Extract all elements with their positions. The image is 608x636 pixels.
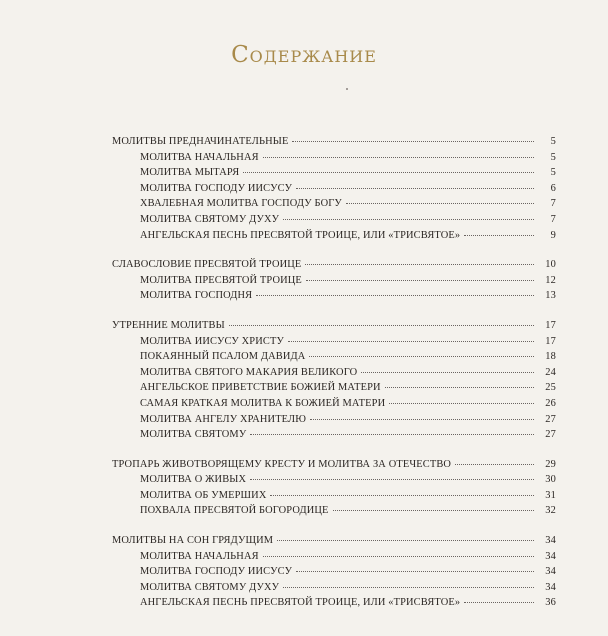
toc-subentry[interactable] bbox=[112, 275, 556, 291]
toc-page-number: 27 bbox=[545, 413, 556, 425]
dot-leader bbox=[288, 341, 534, 342]
dot-leader bbox=[296, 188, 534, 189]
toc-page-number: 7 bbox=[550, 213, 556, 225]
toc-section bbox=[112, 136, 556, 245]
toc-page-number: 30 bbox=[545, 474, 556, 486]
toc-entry-title: ХВАЛЕБНАЯ МОЛИТВА ГОСПОДУ БОГУ bbox=[140, 198, 342, 210]
toc-entry-title: САМАЯ КРАТКАЯ МОЛИТВА К БОЖИЕЙ МАТЕРИ bbox=[140, 397, 386, 409]
toc-page-number: 27 bbox=[545, 429, 556, 441]
toc-page-number: 5 bbox=[550, 136, 556, 147]
toc-subentry[interactable] bbox=[112, 351, 556, 367]
toc-subentry[interactable] bbox=[112, 474, 556, 490]
toc-subentry[interactable] bbox=[112, 214, 556, 230]
dot-leader bbox=[283, 219, 534, 220]
dot-leader bbox=[263, 556, 534, 557]
toc-page-number: 26 bbox=[545, 397, 556, 409]
toc-entry-title: ПОКАЯННЫЙ ПСАЛОМ ДАВИДА bbox=[140, 351, 306, 363]
toc-page-number: 17 bbox=[545, 335, 556, 347]
toc-page-number: 9 bbox=[550, 229, 556, 241]
toc-entry-title: МОЛИТВА АНГЕЛУ ХРАНИТЕЛЮ bbox=[140, 413, 307, 425]
toc-page-number: 34 bbox=[545, 550, 556, 562]
toc-entry[interactable] bbox=[112, 136, 556, 152]
toc-entry-title: АНГЕЛЬСКОЕ ПРИВЕТСТВИЕ БОЖИЕЙ МАТЕРИ bbox=[140, 382, 381, 394]
toc-entry-title: МОЛИТВА ГОСПОДУ ИИСУСУ bbox=[140, 566, 293, 578]
toc-entry-title: МОЛИТВА СВЯТОМУ ДУХУ bbox=[140, 213, 280, 225]
dot-leader bbox=[283, 587, 534, 588]
dot-leader bbox=[389, 403, 534, 404]
toc-subentry[interactable] bbox=[112, 582, 556, 598]
toc-entry[interactable] bbox=[112, 459, 556, 475]
dot-leader bbox=[263, 157, 534, 158]
dot-leader bbox=[346, 203, 534, 204]
toc-entry-title: МОЛИТВА МЫТАРЯ bbox=[140, 167, 240, 179]
toc-entry-title: ПОХВАЛА ПРЕСВЯТОЙ БОГОРОДИЦЕ bbox=[140, 505, 329, 517]
toc-page-number: 32 bbox=[545, 505, 556, 517]
toc-subentry[interactable] bbox=[112, 382, 556, 398]
toc-page-number: 25 bbox=[545, 382, 556, 394]
toc-subentry[interactable] bbox=[112, 290, 556, 306]
toc-entry-title: МОЛИТВЫ ПРЕДНАЧИНАТЕЛЬНЫЕ bbox=[112, 136, 289, 147]
toc-page-number: 31 bbox=[545, 489, 556, 501]
dot-leader bbox=[385, 387, 534, 388]
toc-page-number: 36 bbox=[545, 597, 556, 609]
dot-leader bbox=[305, 264, 534, 265]
toc-subentry[interactable] bbox=[112, 398, 556, 414]
toc-page-number: 29 bbox=[545, 458, 556, 470]
toc-page-number: 13 bbox=[545, 290, 556, 302]
table-of-contents bbox=[112, 136, 556, 627]
page-title: Содержание bbox=[231, 42, 377, 68]
dot-leader bbox=[309, 356, 534, 357]
toc-entry-title: УТРЕННИЕ МОЛИТВЫ bbox=[112, 319, 225, 331]
toc-subentry[interactable] bbox=[112, 490, 556, 506]
dot-leader bbox=[250, 434, 534, 435]
toc-entry[interactable] bbox=[112, 535, 556, 551]
dot-leader bbox=[270, 495, 534, 496]
toc-subentry[interactable] bbox=[112, 230, 556, 246]
toc-section bbox=[112, 259, 556, 306]
dot-leader bbox=[361, 372, 534, 373]
toc-page-number: 5 bbox=[550, 151, 556, 163]
dot-leader bbox=[296, 571, 534, 572]
toc-entry-title: МОЛИТВА ГОСПОДНЯ bbox=[140, 290, 253, 302]
toc-page-number: 34 bbox=[545, 581, 556, 593]
dot-leader bbox=[333, 510, 534, 511]
toc-entry-title: МОЛИТВА СВЯТОГО МАКАРИЯ ВЕЛИКОГО bbox=[140, 366, 358, 378]
toc-section bbox=[112, 459, 556, 521]
toc-subentry[interactable] bbox=[112, 414, 556, 430]
toc-page-number: 6 bbox=[550, 182, 556, 194]
toc-entry-title: МОЛИТВА СВЯТОМУ ДУХУ bbox=[140, 581, 280, 593]
toc-page-number: 7 bbox=[550, 198, 556, 210]
dot-leader bbox=[464, 602, 534, 603]
toc-subentry[interactable] bbox=[112, 566, 556, 582]
toc-subentry[interactable] bbox=[112, 183, 556, 199]
toc-entry-title: МОЛИТВА ПРЕСВЯТОЙ ТРОИЦЕ bbox=[140, 274, 302, 286]
toc-entry-title: АНГЕЛЬСКАЯ ПЕСНЬ ПРЕСВЯТОЙ ТРОИЦЕ, ИЛИ «ТРИСВЯТОЕ» bbox=[140, 229, 461, 241]
toc-subentry[interactable] bbox=[112, 198, 556, 214]
toc-page-number: 12 bbox=[545, 274, 556, 286]
toc-entry-title: МОЛИТВА ИИСУСУ ХРИСТУ bbox=[140, 335, 284, 347]
dot-leader bbox=[310, 419, 534, 420]
toc-subentry[interactable] bbox=[112, 505, 556, 521]
toc-entry-title: МОЛИТВА НАЧАЛЬНАЯ bbox=[140, 550, 259, 562]
toc-section bbox=[112, 320, 556, 445]
dot-leader bbox=[250, 479, 534, 480]
toc-page-number: 34 bbox=[545, 566, 556, 578]
toc-entry-title: МОЛИТВА НАЧАЛЬНАЯ bbox=[140, 151, 259, 163]
decorative-dot bbox=[346, 88, 348, 90]
dot-leader bbox=[277, 540, 534, 541]
toc-entry-title: МОЛИТВЫ НА СОН ГРЯДУЩИМ bbox=[112, 535, 274, 547]
toc-section bbox=[112, 535, 556, 613]
toc-subentry[interactable] bbox=[112, 367, 556, 383]
toc-entry-title: МОЛИТВА ОБ УМЕРШИХ bbox=[140, 489, 267, 501]
toc-entry-title: АНГЕЛЬСКАЯ ПЕСНЬ ПРЕСВЯТОЙ ТРОИЦЕ, ИЛИ «ТРИСВЯТОЕ» bbox=[140, 597, 461, 609]
toc-page-number: 24 bbox=[545, 366, 556, 378]
toc-entry-title: ТРОПАРЬ ЖИВОТВОРЯЩЕМУ КРЕСТУ И МОЛИТВА ЗА ОТЕЧЕСТВО bbox=[112, 458, 452, 470]
dot-leader bbox=[292, 141, 534, 142]
toc-page-number: 18 bbox=[545, 351, 556, 363]
toc-entry[interactable] bbox=[112, 320, 556, 336]
toc-page-number: 34 bbox=[545, 535, 556, 547]
toc-page-number: 10 bbox=[545, 259, 556, 271]
dot-leader bbox=[464, 235, 534, 236]
dot-leader bbox=[229, 325, 534, 326]
toc-entry-title: СЛАВОСЛОВИЕ ПРЕСВЯТОЙ ТРОИЦЕ bbox=[112, 259, 302, 271]
toc-entry-title: МОЛИТВА О ЖИВЫХ bbox=[140, 474, 247, 486]
toc-subentry[interactable] bbox=[112, 152, 556, 168]
toc-entry[interactable] bbox=[112, 259, 556, 275]
toc-entry-title: МОЛИТВА СВЯТОМУ bbox=[140, 429, 247, 441]
toc-entry-title: МОЛИТВА ГОСПОДУ ИИСУСУ bbox=[140, 182, 293, 194]
toc-page-number: 17 bbox=[545, 319, 556, 331]
dot-leader bbox=[306, 280, 534, 281]
toc-page-number: 5 bbox=[550, 167, 556, 179]
toc-subentry[interactable] bbox=[112, 551, 556, 567]
toc-subentry[interactable] bbox=[112, 167, 556, 183]
toc-subentry[interactable] bbox=[112, 429, 556, 445]
dot-leader bbox=[243, 172, 534, 173]
toc-subentry[interactable] bbox=[112, 597, 556, 613]
dot-leader bbox=[455, 464, 534, 465]
dot-leader bbox=[256, 295, 534, 296]
toc-subentry[interactable] bbox=[112, 336, 556, 352]
